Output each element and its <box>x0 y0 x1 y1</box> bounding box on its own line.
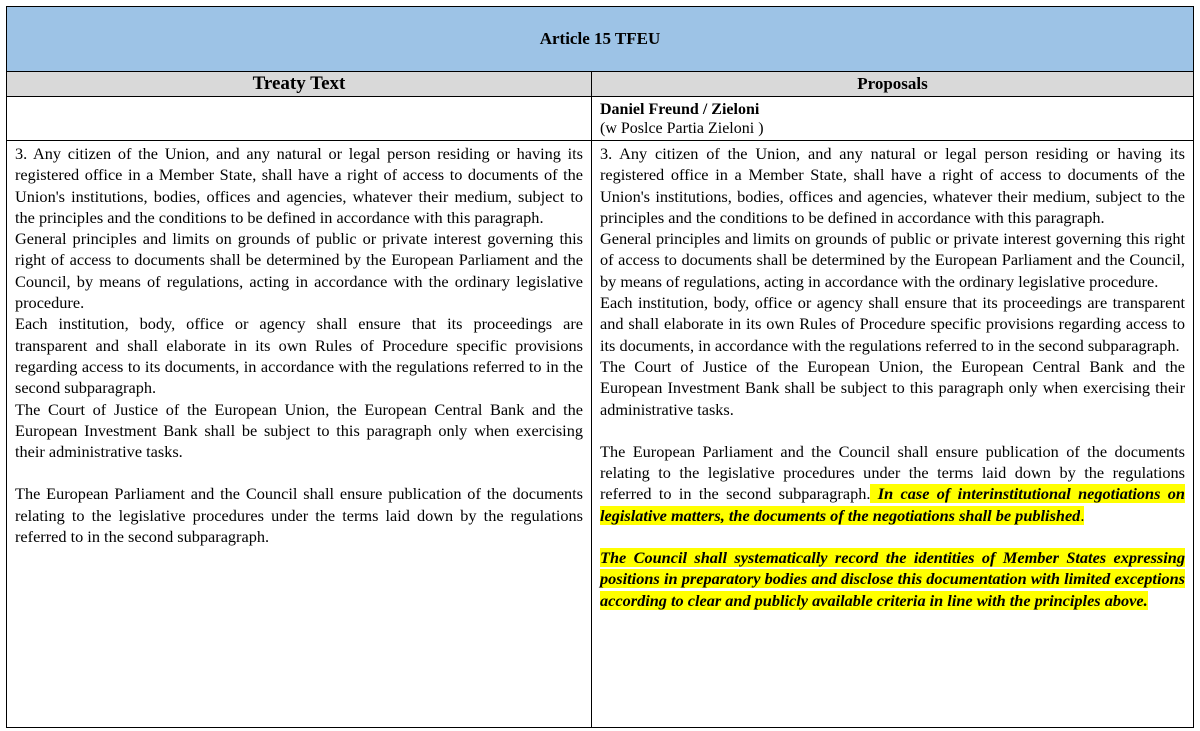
treaty-paragraph-4: The Court of Justice of the European Union, the European Central Bank and the European Investment Bank shall be subject to this paragraph only when exercising their administrative tasks. <box>15 399 583 462</box>
treaty-paragraph-2: General principles and limits on grounds of public or private interest governing this right of access to documents shall be determined by the European Parliament and the Council, by means of regulations, acting in accordance with the ordinary legislative procedure. <box>15 229 583 313</box>
article-document <box>6 6 1193 728</box>
content-row <box>7 141 1194 728</box>
treaty-paragraph-1: 3. Any citizen of the Union, and any natural or legal person residing or having its registered office in a Member State, shall have a right of access to documents of the Union's institutions, bodies, offices and agencies, whatever their medium, subject to the principles and the conditions to be defined in accordance with this paragraph. <box>15 144 583 227</box>
column-header-row <box>7 72 1194 97</box>
proposer-cell <box>592 97 1194 141</box>
proposer-party: (w Poslce Partia Zieloni ) <box>600 120 764 137</box>
proposal-paragraph-2: General principles and limits on grounds of public or private interest governing this right of access to documents shall be determined by the European Parliament and the Council, by means of regulations, acting in accordance with the ordinary legislative procedure. <box>600 229 1185 291</box>
proposal-paragraph-6 <box>600 547 1185 611</box>
treaty-paragraph-3: Each institution, body, office or agency shall ensure that its proceedings are transparent and shall elaborate in its own Rules of Procedure specific provisions regarding access to its documents, in accordance with the regulations referred to in the second subparagraph. <box>15 314 583 398</box>
proposal-paragraph-5-original: The European Parliament and the Council shall ensure publication of the documents relating to the legislative procedures under the terms laid down by the regulations referred to in the second subparagraph. <box>600 441 1185 504</box>
treaty-paragraph-5: The European Parliament and the Council shall ensure publication of the documents relating to the legislative procedures under the terms laid down by the regulations referred to in the second subparagraph. <box>15 484 583 547</box>
author-row <box>7 97 1194 141</box>
proposal-amendment-negotiations: In case of interinstitutional negotiations on legislative matters, the documents of the negotiations shall be published <box>600 484 1185 525</box>
title-row <box>7 7 1194 72</box>
proposal-text-cell <box>592 141 1194 728</box>
treaty-text-header: Treaty Text <box>7 72 592 97</box>
paragraph-spacer <box>600 526 1185 547</box>
paragraph-spacer <box>15 462 583 483</box>
empty-author-cell <box>7 97 592 141</box>
comparison-table <box>6 6 1194 728</box>
proposal-paragraph-5 <box>600 441 1185 526</box>
proposal-paragraph-3: Each institution, body, office or agency shall ensure that its proceedings are transparent and shall elaborate in its own Rules of Procedure specific provisions regarding access to its documents, in accordance with the regulations referred to in the second subparagraph. <box>600 293 1185 355</box>
treaty-text-cell <box>7 141 592 728</box>
proposal-paragraph-1: 3. Any citizen of the Union, and any natural or legal person residing or having its registered office in a Member State, shall have a right of access to documents of the Union's institutions, bodies, offices and agencies, whatever their medium, subject to the principles and the conditions to be defined in accordance with this paragraph. <box>600 144 1185 227</box>
proposals-header: Proposals <box>592 72 1194 97</box>
proposal-paragraph-4: The Court of Justice of the European Union, the European Central Bank and the European Investment Bank shall be subject to this paragraph only when exercising their administrative tasks. <box>600 356 1185 419</box>
proposal-amendment-council-record: The Council shall systematically record the identities of Member States expressing positions in preparatory bodies and disclose this documentation with limited exceptions according to clear and publicly available criteria in line with the principles above. <box>600 548 1185 610</box>
proposer-name: Daniel Freund / Zieloni <box>600 101 760 118</box>
paragraph-spacer <box>600 420 1185 441</box>
article-title: Article 15 TFEU <box>7 7 1194 72</box>
proposal-amendment-period: . <box>1080 505 1085 525</box>
